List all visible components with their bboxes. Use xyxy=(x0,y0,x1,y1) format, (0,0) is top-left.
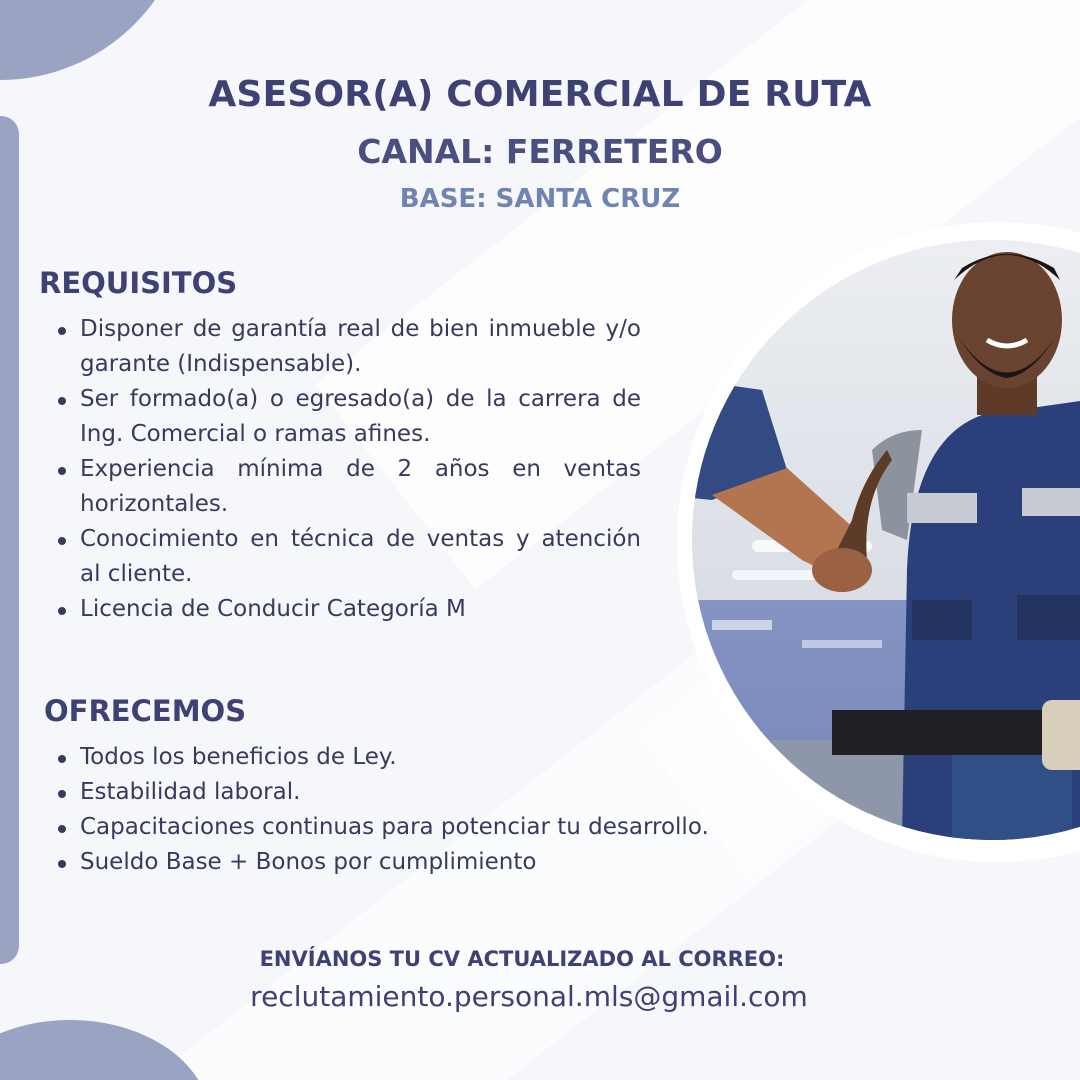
requirements-heading: REQUISITOS xyxy=(39,266,238,300)
offer-list xyxy=(54,740,774,880)
list-item: Todos los beneficios de Ley. xyxy=(54,740,774,775)
list-item: Conocimiento en técnica de ventas y atención al cliente. xyxy=(54,522,641,592)
base-location: BASE: SANTA CRUZ xyxy=(399,184,681,214)
list-item: Sueldo Base + Bonos por cumplimiento xyxy=(54,845,774,880)
list-item: Licencia de Conducir Categoría M xyxy=(54,592,641,627)
requirements-list xyxy=(54,312,641,627)
offer-heading: OFRECEMOS xyxy=(44,694,247,728)
email-address[interactable]: reclutamiento.personal.mls@gmail.com xyxy=(250,980,808,1013)
list-item: Capacitaciones continuas para potenciar tu desarrollo. xyxy=(54,810,774,845)
side-decoration-bar xyxy=(0,116,19,964)
corner-decoration-top xyxy=(0,0,190,80)
list-item: Disponer de garantía real de bien inmueble y/o garante (Indispensable). xyxy=(54,312,641,382)
cta-label: ENVÍANOS TU CV ACTUALIZADO AL CORREO: xyxy=(259,947,785,971)
list-item: Ser formado(a) o egresado(a) de la carrera de Ing. Comercial o ramas afines. xyxy=(54,382,641,452)
list-item: Experiencia mínima de 2 años en ventas horizontales. xyxy=(54,452,641,522)
list-item: Estabilidad laboral. xyxy=(54,775,774,810)
channel-subtitle: CANAL: FERRETERO xyxy=(357,132,723,171)
corner-decoration-bottom xyxy=(0,1020,210,1080)
page-title: ASESOR(A) COMERCIAL DE RUTA xyxy=(208,74,872,115)
